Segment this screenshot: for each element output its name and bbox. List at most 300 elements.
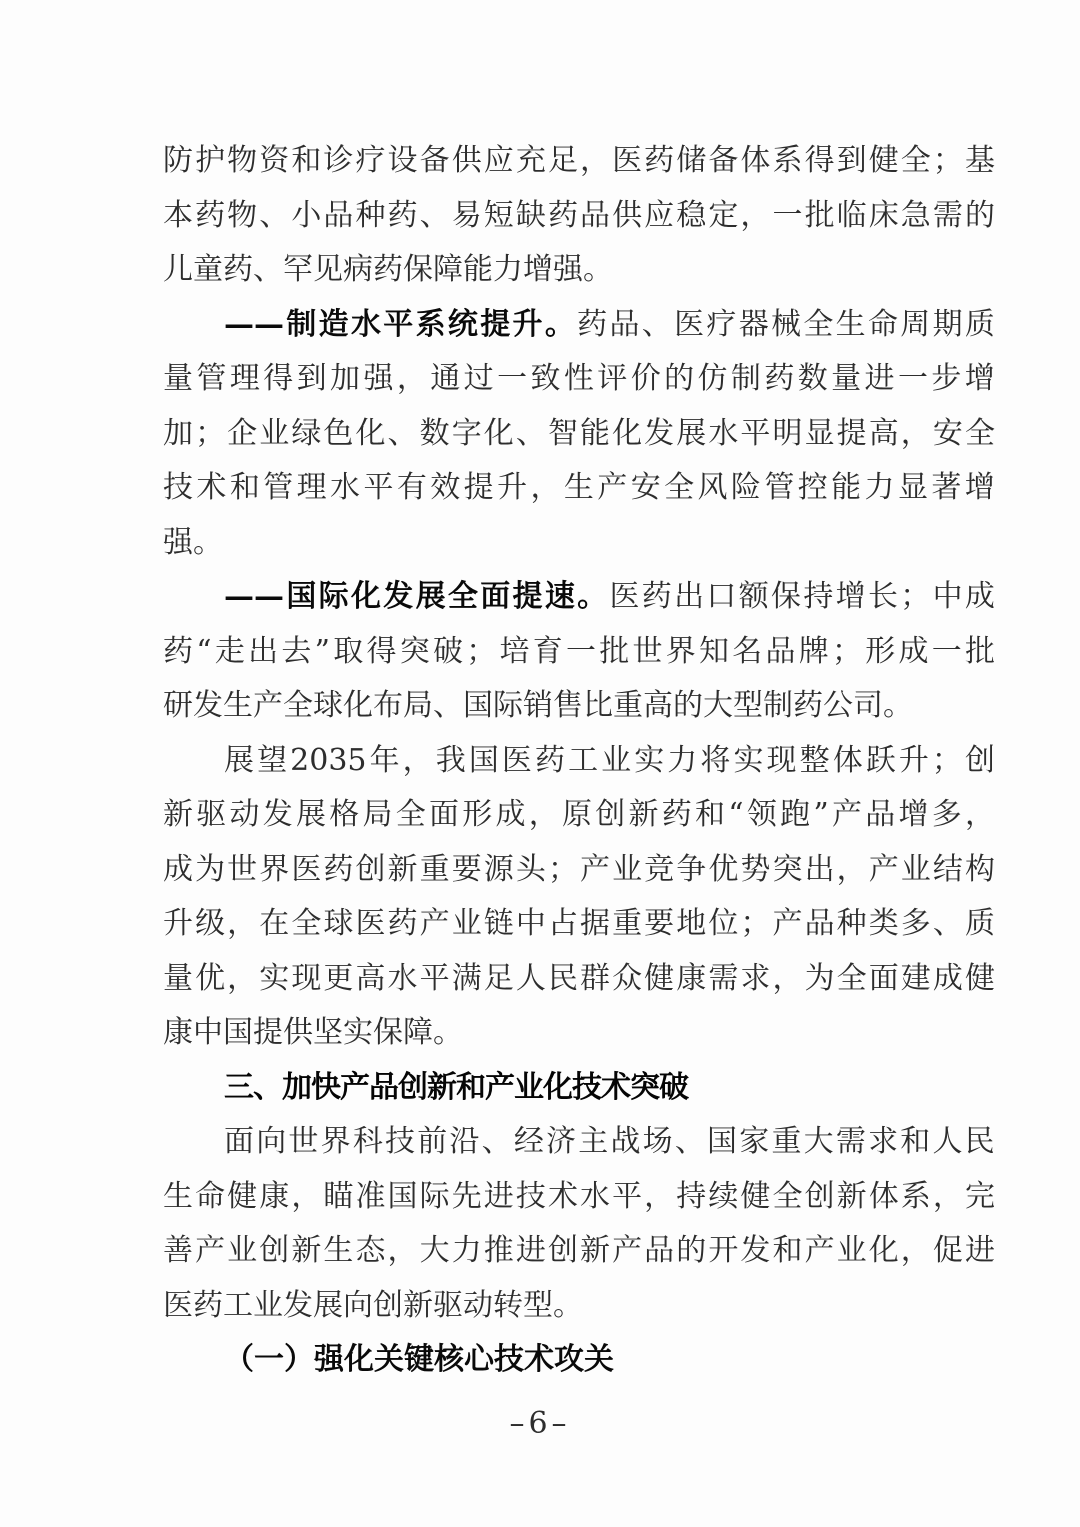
text-run: 全 xyxy=(447,579,478,614)
text-run: 瞄 xyxy=(323,1178,354,1214)
text-run: 民 xyxy=(964,1124,995,1159)
text-run: 取 xyxy=(333,633,364,669)
text-run: 技 xyxy=(163,470,193,505)
text-run: 头 xyxy=(515,851,546,887)
text-run: 进 xyxy=(483,1178,514,1214)
text-run: 破 xyxy=(432,633,463,669)
text-run: 和 xyxy=(695,797,725,832)
text-run: 应 xyxy=(644,197,675,233)
text-run: 产 xyxy=(868,851,899,887)
text-run: 、 xyxy=(932,906,963,941)
text-run: 一 xyxy=(497,361,528,396)
text-run: ” xyxy=(314,633,330,669)
text-run: 医 xyxy=(674,306,705,342)
text-run: 现 xyxy=(291,960,322,996)
text-run: 要 xyxy=(644,906,675,941)
text-run: ， xyxy=(580,143,611,178)
text-run: 药 xyxy=(577,306,608,342)
text-run: 额 xyxy=(738,579,769,614)
text-run: 优 xyxy=(195,960,226,996)
text-run: 管 xyxy=(764,470,795,505)
text-run: 力 xyxy=(864,470,895,505)
text-run: ， xyxy=(227,960,258,996)
text-run: 科 xyxy=(352,1124,383,1159)
text-run: 周 xyxy=(900,306,931,342)
text-run: 增 xyxy=(964,361,995,396)
text-run: 全 xyxy=(772,1178,803,1214)
text-run: 新 xyxy=(628,797,659,832)
text-run: 成 xyxy=(163,851,193,887)
text-run: 经 xyxy=(513,1124,544,1159)
text-run: 发 xyxy=(740,1233,771,1268)
text-run: 通 xyxy=(430,361,461,396)
text-run: 量 xyxy=(163,960,193,996)
text-run: 完 xyxy=(964,1178,995,1214)
text-run: 要 xyxy=(451,851,482,887)
text-run: 药 xyxy=(534,742,565,778)
text-line xyxy=(163,897,995,952)
text-run: 提 xyxy=(463,470,494,505)
text-line xyxy=(163,625,995,680)
text-run: 品 xyxy=(609,306,640,342)
text-run: 健 xyxy=(644,960,675,996)
text-run: 能 xyxy=(580,415,611,451)
text-run: 医 xyxy=(609,579,640,614)
text-run: 突 xyxy=(399,633,430,669)
text-run: 育 xyxy=(532,633,563,669)
text-run: 口 xyxy=(706,579,737,614)
text-run: 持 xyxy=(803,579,834,614)
text-run: 供 xyxy=(612,197,643,233)
text-run: 备 xyxy=(419,143,450,178)
text-run: 力 xyxy=(451,1233,482,1268)
text-run: 产 xyxy=(195,1233,226,1268)
text-run: 仿 xyxy=(697,361,728,396)
text-run: 新 xyxy=(163,797,193,832)
text-run: 出 xyxy=(248,633,279,669)
text-run: 缺 xyxy=(515,197,546,233)
text-run: 性 xyxy=(563,361,594,396)
text-run: 知 xyxy=(698,633,729,669)
text-run: ， xyxy=(964,797,995,832)
text-run: 品 xyxy=(765,633,796,669)
text-run: 质 xyxy=(964,906,995,941)
text-run: 强。 xyxy=(163,524,223,560)
text-run: ， xyxy=(900,415,931,451)
text-run: 整 xyxy=(799,742,830,778)
text-run: 据 xyxy=(580,906,611,941)
text-line xyxy=(163,1115,995,1170)
text-run: 新 xyxy=(836,1178,867,1214)
text-run: 进 xyxy=(864,361,895,396)
text-run: 批 xyxy=(964,633,995,669)
text-run: 价 xyxy=(630,361,661,396)
text-run: 态 xyxy=(355,1233,386,1268)
text-run: ； xyxy=(932,143,963,178)
text-run: 面 xyxy=(480,579,511,614)
text-run: 风 xyxy=(697,470,728,505)
text-run: 体 xyxy=(868,1178,899,1214)
text-run: 药 xyxy=(323,851,354,887)
text-run: 显 xyxy=(804,415,835,451)
text-run: 量 xyxy=(831,361,862,396)
text-run: 成 xyxy=(964,579,995,614)
text-run: 业 xyxy=(227,1233,258,1268)
text-run: 术 xyxy=(547,1178,578,1214)
text-run: 和 xyxy=(772,1233,803,1268)
text-run: 平 xyxy=(383,306,414,342)
text-line xyxy=(163,352,995,407)
text-run: 药 xyxy=(547,197,578,233)
text-run: 界 xyxy=(259,851,290,887)
text-run: 明 xyxy=(772,415,803,451)
text-run: 充 xyxy=(515,143,546,178)
text-run: 字 xyxy=(451,415,482,451)
text-run: ； xyxy=(740,906,771,941)
text-run: 平 xyxy=(363,470,394,505)
text-run: 药 xyxy=(764,361,795,396)
text-run: 续 xyxy=(708,1178,739,1214)
text-run: 创 xyxy=(965,742,995,778)
text-run: 系 xyxy=(772,143,803,178)
text-run: 平 xyxy=(612,1178,643,1214)
text-run: 准 xyxy=(355,1178,386,1214)
text-line xyxy=(163,134,995,189)
text-run: ， xyxy=(772,960,803,996)
text-run: 创 xyxy=(259,1233,290,1268)
text-line xyxy=(163,1279,995,1334)
text-run: 主 xyxy=(578,1124,609,1159)
text-run: 将 xyxy=(700,742,731,778)
text-run: 进 xyxy=(964,1233,995,1268)
text-run: 造 xyxy=(318,306,349,342)
text-run: 足 xyxy=(547,143,578,178)
text-run: 应 xyxy=(483,143,514,178)
text-run: 创 xyxy=(595,797,626,832)
text-run: 统 xyxy=(447,306,478,342)
text-run: 和 xyxy=(900,1124,931,1159)
text-run: 一 xyxy=(931,633,962,669)
text-run: 的 xyxy=(676,1233,707,1268)
text-run: 局 xyxy=(362,797,393,832)
text-run: 品 xyxy=(644,1233,675,1268)
text-run: 世 xyxy=(288,1124,319,1159)
text-run: 全 xyxy=(900,143,931,178)
text-run: 场 xyxy=(642,1124,673,1159)
text-run: 色 xyxy=(323,415,354,451)
text-run: 化 xyxy=(612,415,643,451)
text-run: 足 xyxy=(483,960,514,996)
text-run: 占 xyxy=(547,906,578,941)
text-run: ， xyxy=(740,197,771,233)
text-run: 展 xyxy=(676,415,707,451)
text-run: 领 xyxy=(746,797,777,832)
text-run: 技 xyxy=(515,1178,546,1214)
text-line xyxy=(163,243,995,298)
section-heading xyxy=(163,1061,995,1116)
text-run: 高 xyxy=(868,415,899,451)
text-run: 药 xyxy=(163,633,193,669)
text-run: 格 xyxy=(329,797,360,832)
text-run: 面 xyxy=(868,960,899,996)
text-run: 展 xyxy=(296,797,326,832)
text-run: 我 xyxy=(435,742,466,778)
text-run: 成 xyxy=(932,960,963,996)
text-run: 位 xyxy=(708,906,739,941)
text-run: 、 xyxy=(419,197,450,233)
text-run: 全 xyxy=(803,306,834,342)
text-run: 向 xyxy=(256,1124,287,1159)
text-run: 驱 xyxy=(196,797,227,832)
text-run: 研发生产全球化布局、国际销售比重高的大型制药公司。 xyxy=(163,688,913,723)
text-run: ； xyxy=(466,633,497,669)
text-run: 提 xyxy=(836,415,867,451)
text-run: 化 xyxy=(483,415,514,451)
text-run: 一 xyxy=(772,197,803,233)
text-run: 药 xyxy=(641,579,672,614)
text-run: 诊 xyxy=(323,143,354,178)
text-run: 小 xyxy=(291,197,322,233)
text-run: 出 xyxy=(804,851,835,887)
text-line xyxy=(163,189,995,244)
text-run: 物 xyxy=(227,143,258,178)
text-run: 健 xyxy=(227,1178,258,1214)
text-run: 发 xyxy=(383,579,414,614)
text-run: 系 xyxy=(415,306,446,342)
text-run: 成 xyxy=(495,797,526,832)
text-run: ， xyxy=(396,361,427,396)
text-run: 一 xyxy=(565,633,596,669)
text-run: 得 xyxy=(366,633,397,669)
text-run: 新 xyxy=(387,851,418,887)
text-run: 济 xyxy=(546,1124,577,1159)
text-run: 世 xyxy=(227,851,258,887)
text-run: 得 xyxy=(263,361,294,396)
text-run: 体 xyxy=(740,143,771,178)
text-run: 长 xyxy=(867,579,898,614)
text-run: 药 xyxy=(387,197,418,233)
text-run: 药 xyxy=(661,797,692,832)
text-run: 医 xyxy=(612,143,643,178)
text-run: 工 xyxy=(568,742,599,778)
text-run: 稳 xyxy=(676,197,707,233)
text-run: 物 xyxy=(227,197,258,233)
text-run: ， xyxy=(227,906,258,941)
text-run: 创 xyxy=(355,851,386,887)
text-run: 走 xyxy=(214,633,245,669)
text-run: 健 xyxy=(740,1178,771,1214)
text-run: 系 xyxy=(900,1178,931,1214)
text-line xyxy=(163,1006,995,1061)
text-run: 需 xyxy=(835,1124,866,1159)
text-run: 持 xyxy=(676,1178,707,1214)
text-run: 康 xyxy=(676,960,707,996)
text-line xyxy=(163,516,995,571)
text-run: 定 xyxy=(708,197,739,233)
text-run: 界 xyxy=(320,1124,351,1159)
text-run: 批 xyxy=(599,633,630,669)
text-run: ， xyxy=(528,797,559,832)
text-run: 致 xyxy=(530,361,561,396)
text-run: 战 xyxy=(610,1124,641,1159)
text-run: 世 xyxy=(632,633,663,669)
subsection-heading xyxy=(163,1333,995,1388)
text-run: 成 xyxy=(898,633,929,669)
text-run: 业 xyxy=(259,415,290,451)
text-run: 命 xyxy=(867,306,898,342)
text-run: 能 xyxy=(831,470,862,505)
text-run: 家 xyxy=(739,1124,770,1159)
text-run: 国 xyxy=(468,742,499,778)
text-run: 满 xyxy=(451,960,482,996)
text-run: 质 xyxy=(964,306,995,342)
text-run: 的 xyxy=(964,197,995,233)
text-run: 展 xyxy=(415,579,446,614)
text-run: 新 xyxy=(580,1233,611,1268)
text-run: 医 xyxy=(355,906,386,941)
text-run: 短 xyxy=(483,197,514,233)
text-run: 形 xyxy=(865,633,896,669)
text-run: 绿 xyxy=(291,415,322,451)
text-run: 升 xyxy=(898,742,929,778)
page-footer xyxy=(0,1406,1080,1441)
text-run: 水 xyxy=(330,470,361,505)
text-run: 展 xyxy=(224,742,254,778)
text-run: 、 xyxy=(674,1124,705,1159)
text-run: 药 xyxy=(387,906,418,941)
text-run: 的 xyxy=(664,361,695,396)
text-run: 大 xyxy=(419,1233,450,1268)
text-run: 险 xyxy=(730,470,761,505)
text-line xyxy=(163,570,995,625)
text-run: 床 xyxy=(868,197,899,233)
text-run: 、 xyxy=(259,197,290,233)
text-run: 防 xyxy=(163,143,193,178)
text-run: 备 xyxy=(708,143,739,178)
text-run: 安 xyxy=(932,415,963,451)
text-run: 人 xyxy=(515,960,546,996)
text-run: 步 xyxy=(931,361,962,396)
text-run: 。 xyxy=(544,306,575,342)
text-run: 开 xyxy=(708,1233,739,1268)
text-run: 链 xyxy=(483,906,514,941)
text-run: 业 xyxy=(836,1233,867,1268)
text-line xyxy=(163,679,995,734)
text-run: “ xyxy=(728,797,744,832)
text-run: ； xyxy=(831,633,862,669)
text-run: 际 xyxy=(318,579,349,614)
text-run: 球 xyxy=(323,906,354,941)
text-run: 产 xyxy=(612,1233,643,1268)
text-line xyxy=(163,298,995,353)
text-run: 安 xyxy=(630,470,661,505)
text-run: 制 xyxy=(730,361,761,396)
text-run: 水 xyxy=(350,306,381,342)
text-run: 控 xyxy=(797,470,828,505)
text-run: 康 xyxy=(259,1178,290,1214)
text-run: 国 xyxy=(286,579,317,614)
text-run: 显 xyxy=(897,470,928,505)
text-run: 产 xyxy=(831,797,862,832)
text-run: ， xyxy=(387,1233,418,1268)
text-run: 业 xyxy=(451,906,482,941)
text-run: 储 xyxy=(676,143,707,178)
text-run: 加 xyxy=(330,361,361,396)
text-run: 生 xyxy=(835,306,866,342)
text-run: ” xyxy=(813,797,829,832)
text-run: 原 xyxy=(562,797,592,832)
text-run: 人 xyxy=(932,1124,963,1159)
text-run: 种 xyxy=(355,197,386,233)
text-run: 。 xyxy=(577,579,608,614)
text-run: 业 xyxy=(601,742,632,778)
text-run: 名 xyxy=(732,633,763,669)
text-run: 类 xyxy=(868,906,899,941)
text-run: 医药工业发展向创新驱动转型。 xyxy=(163,1287,583,1323)
text-line xyxy=(163,952,995,1007)
text-run: 求 xyxy=(868,1124,899,1159)
text-run: ， xyxy=(932,1178,963,1214)
text-run: 形 xyxy=(462,797,493,832)
text-run: 进 xyxy=(515,1233,546,1268)
text-run: 智 xyxy=(547,415,578,451)
text-run: 升 xyxy=(163,906,193,941)
text-run: ； xyxy=(900,579,931,614)
text-run: 年 xyxy=(369,742,400,778)
text-run: 康中国提供坚实保障。 xyxy=(163,1015,463,1050)
text-run: 急 xyxy=(900,197,931,233)
text-run: 望 xyxy=(257,742,288,778)
text-run: 批 xyxy=(804,197,835,233)
text-run: 地 xyxy=(676,906,707,941)
text-run: 实 xyxy=(733,742,764,778)
text-run: 界 xyxy=(665,633,696,669)
text-run: 前 xyxy=(417,1124,448,1159)
page-number: –6– xyxy=(509,1406,571,1441)
text-line xyxy=(163,788,995,843)
text-run: 企 xyxy=(227,415,258,451)
text-run: ， xyxy=(836,851,867,887)
text-run: 医 xyxy=(291,851,322,887)
text-run: 全 xyxy=(964,415,995,451)
text-run: 面 xyxy=(429,797,459,832)
text-run: 发 xyxy=(644,415,675,451)
text-run: 期 xyxy=(932,306,963,342)
text-run: 医 xyxy=(501,742,532,778)
text-run: 三、加快产品创新和产业化技术突破 xyxy=(224,1069,688,1105)
text-run: 术 xyxy=(196,470,227,505)
text-run: 面 xyxy=(224,1124,254,1159)
text-run: 理 xyxy=(229,361,260,396)
text-run: 动 xyxy=(229,797,260,832)
text-run: 出 xyxy=(674,579,705,614)
text-run: “ xyxy=(196,633,212,669)
text-run: 制 xyxy=(286,306,317,342)
text-run: 疗 xyxy=(706,306,737,342)
text-run: 品 xyxy=(804,906,835,941)
text-run: 多 xyxy=(900,906,931,941)
text-run: 全 xyxy=(664,470,695,505)
text-run: 创 xyxy=(804,1178,835,1214)
text-run: 为 xyxy=(804,960,835,996)
text-run: ； xyxy=(195,415,226,451)
text-run: 善 xyxy=(163,1233,193,1268)
text-run: 、 xyxy=(515,415,546,451)
text-run: 需 xyxy=(932,197,963,233)
text-run: 培 xyxy=(499,633,530,669)
text-run: 技 xyxy=(385,1124,416,1159)
text-run: 产 xyxy=(580,851,611,887)
